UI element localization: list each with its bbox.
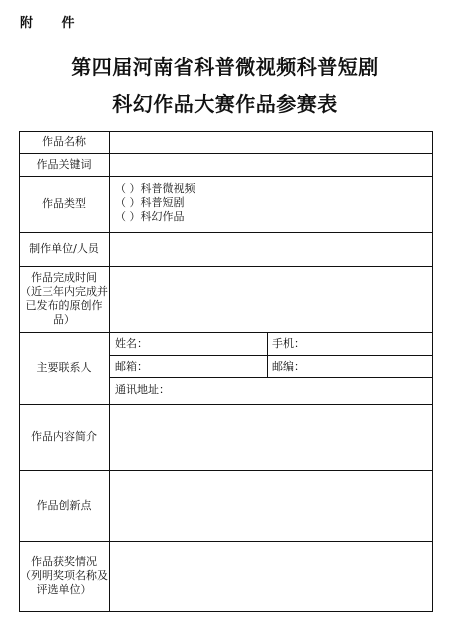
contact-email-field[interactable]: 邮箱： bbox=[115, 360, 148, 373]
work-type-label: 作品类型 bbox=[42, 197, 86, 210]
innovation-label: 作品创新点 bbox=[36, 498, 92, 512]
table-border-right bbox=[432, 131, 433, 612]
awards-line: 评选单位） bbox=[36, 583, 92, 596]
type-option-popsci-video[interactable]: （ ）科普微视频 bbox=[115, 182, 196, 195]
contact-row-divider bbox=[109, 377, 433, 378]
label-column-divider bbox=[109, 131, 110, 612]
type-option-scifi-work[interactable]: （ ）科幻作品 bbox=[115, 210, 185, 223]
contact-name-field[interactable]: 姓名： bbox=[115, 337, 148, 350]
producer-label: 制作单位/人员 bbox=[29, 242, 99, 255]
contact-address-field[interactable]: 通讯地址： bbox=[115, 383, 170, 396]
completion-time-line: 作品完成时间 bbox=[31, 271, 97, 284]
contact-phone-field[interactable]: 手机： bbox=[272, 337, 305, 350]
entry-form-table bbox=[19, 131, 433, 612]
completion-time-line: 已发布的原创作品） bbox=[25, 299, 103, 326]
completion-time-line: （近三年内完成并 bbox=[20, 285, 108, 298]
content-intro-label: 作品内容简介 bbox=[31, 430, 97, 443]
main-contact-label: 主要联系人 bbox=[36, 361, 92, 374]
form-title-line-2: 科幻作品大赛作品参赛表 bbox=[112, 92, 338, 116]
contact-row-divider bbox=[109, 355, 433, 356]
type-option-popsci-drama[interactable]: （ ）科普短剧 bbox=[115, 196, 185, 209]
contact-column-divider bbox=[267, 332, 268, 377]
awards-label bbox=[19, 541, 109, 611]
work-name-label: 作品名称 bbox=[42, 135, 86, 148]
table-border-bottom bbox=[19, 611, 433, 612]
form-title-line-1: 第四届河南省科普微视频科普短剧 bbox=[71, 55, 379, 79]
awards-line: 作品获奖情况 bbox=[31, 555, 97, 568]
awards-line: （列明奖项名称及 bbox=[20, 569, 108, 582]
attachment-label: 附 件 bbox=[20, 16, 87, 31]
keywords-label: 作品关键词 bbox=[36, 157, 92, 171]
contact-postcode-field[interactable]: 邮编： bbox=[272, 360, 305, 373]
completion-time-label bbox=[19, 266, 109, 332]
